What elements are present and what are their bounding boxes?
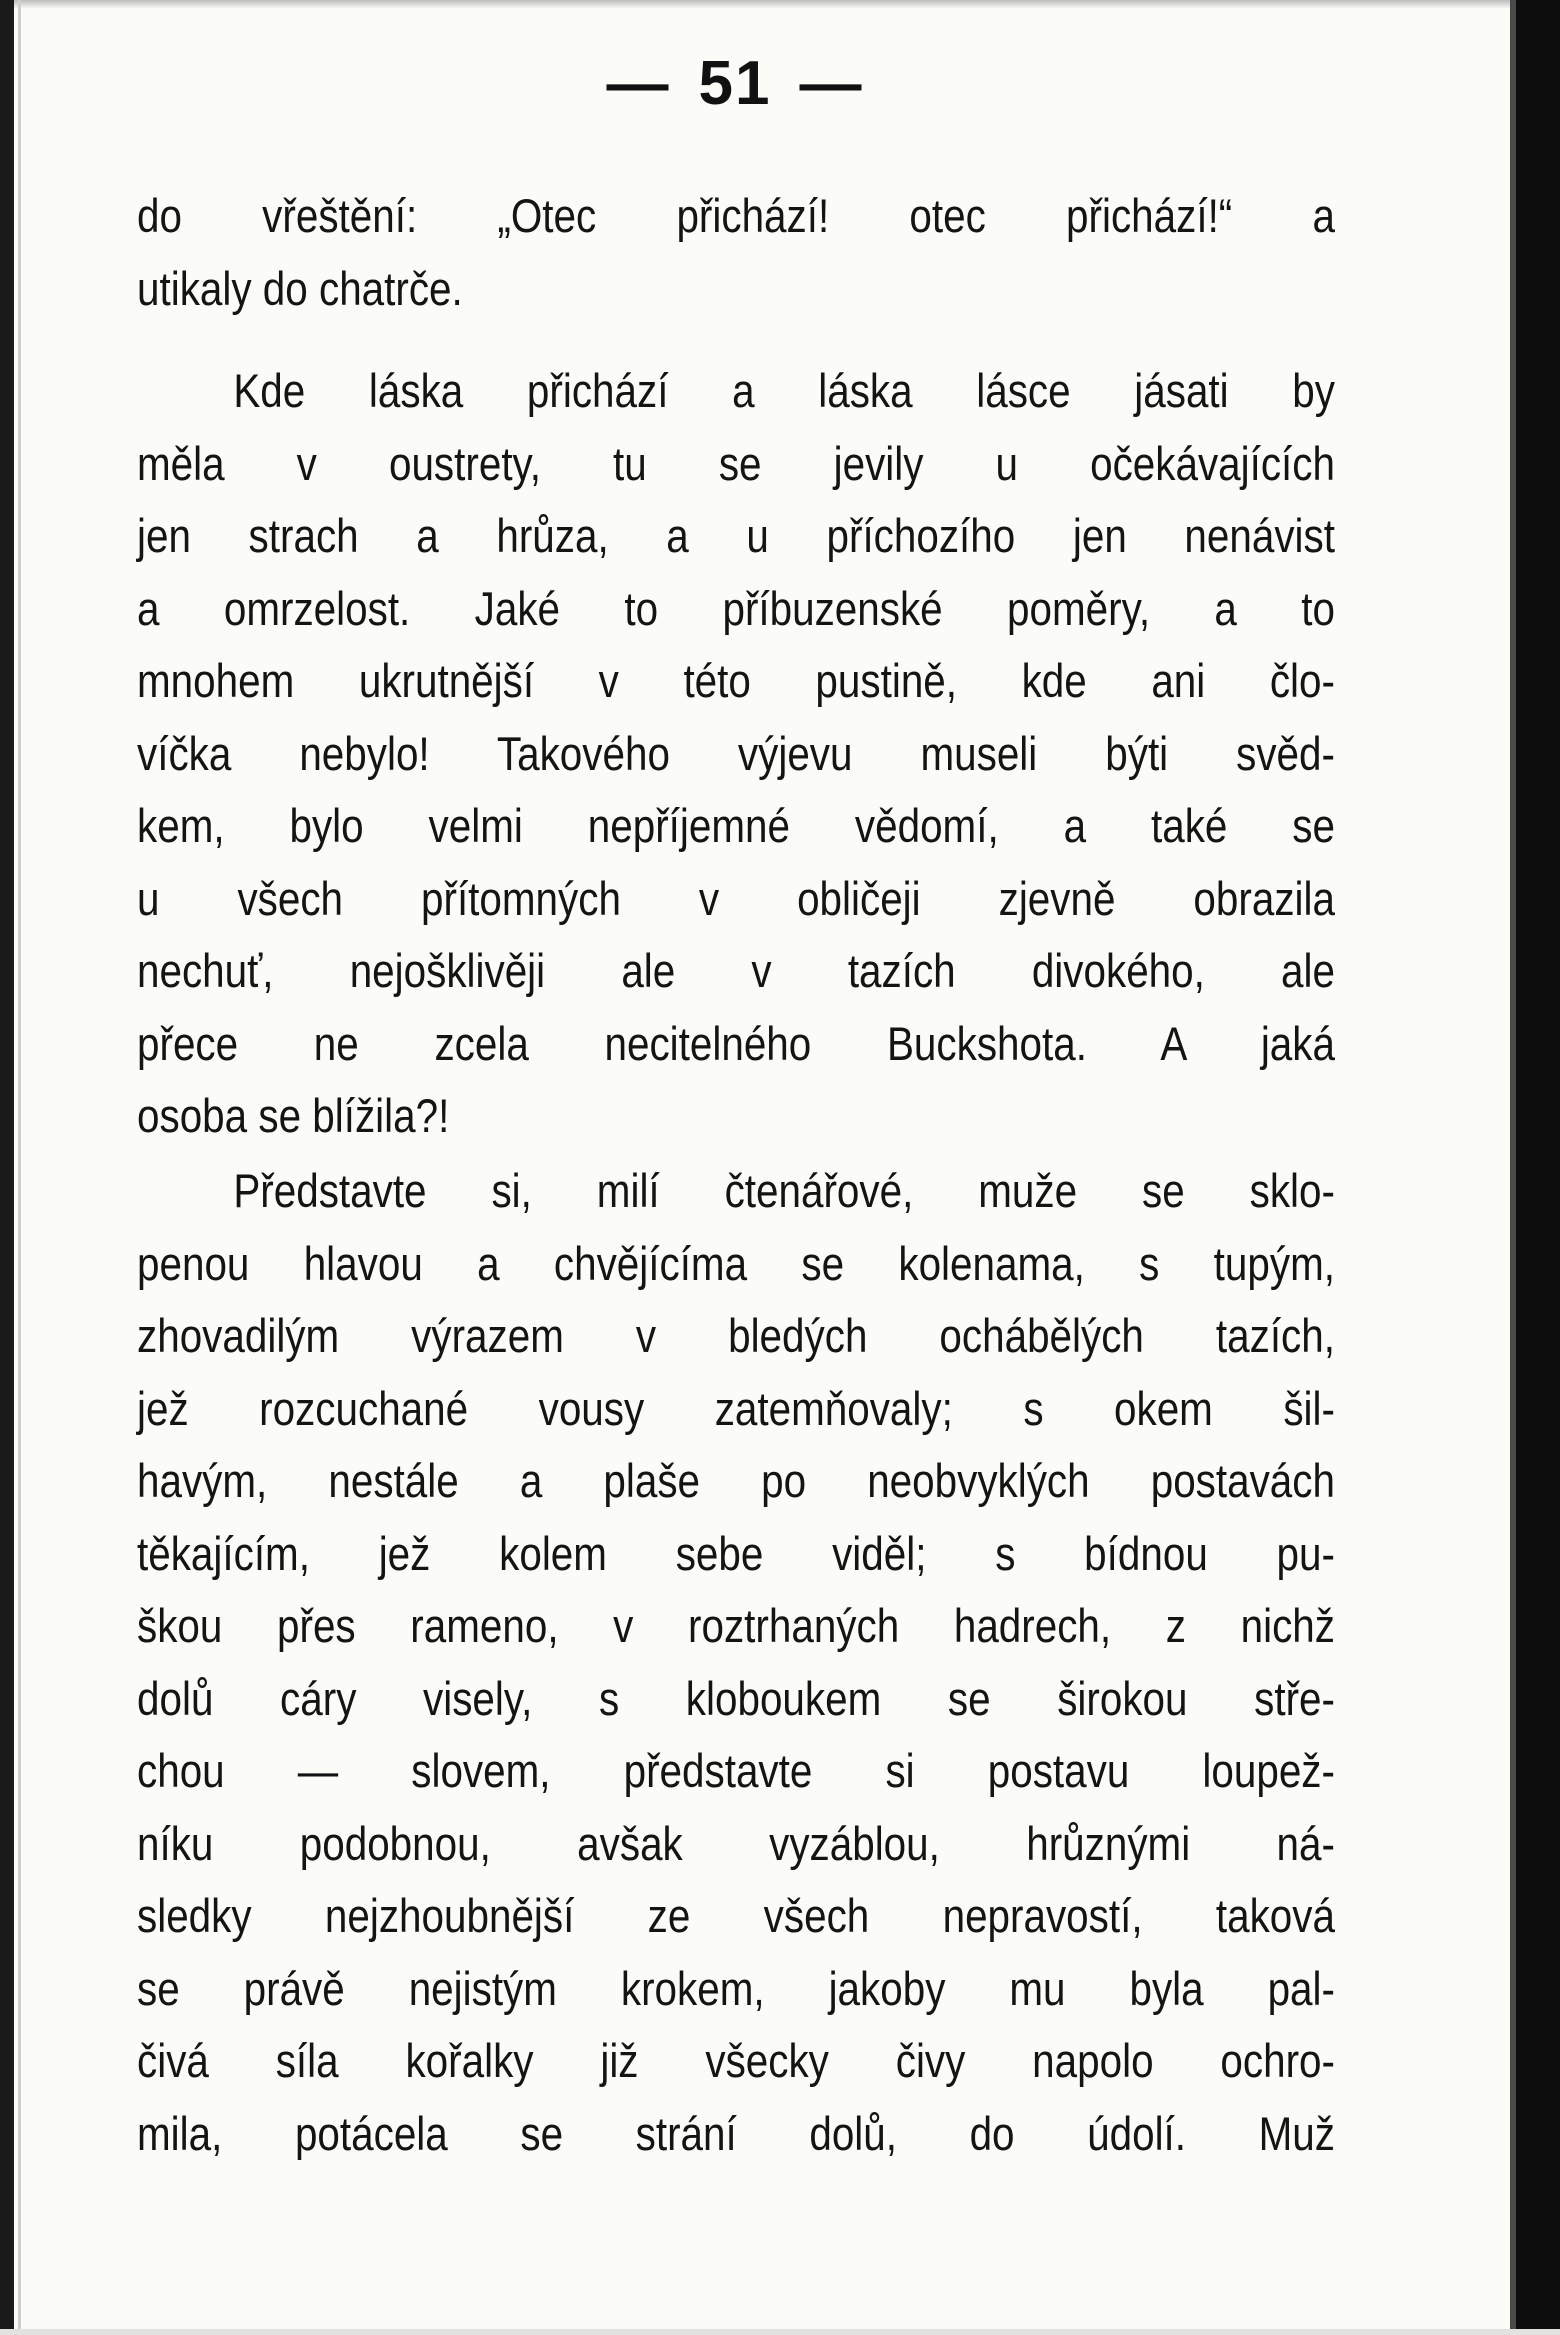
scan-edge-top [0, 0, 1560, 8]
text-line: čivá síla kořalky již všecky čivy napolo ochro- [137, 2034, 1335, 2087]
text-line: a omrzelost. Jaké to příbuzenské poměry, a to [137, 581, 1335, 635]
scan-edge-bottom [0, 2329, 1560, 2335]
paragraph-1 [137, 180, 1335, 325]
header-dash-left: — [606, 49, 671, 118]
text-line: mnohem ukrutnější v této pustině, kde ani člo- [137, 654, 1335, 707]
text-line: zhovadilým výrazem v bledých ochábělých tazích, [137, 1309, 1335, 1362]
text-line: do vřeštění: „Otec přichází! otec přichází!“ a [137, 189, 1335, 242]
header-dash-right: — [799, 49, 864, 118]
text-line: se právě nejistým krokem, jakoby mu byla pal- [137, 1961, 1335, 2015]
text-line: Kde láska přichází a láska lásce jásati by [233, 364, 1335, 417]
text-line: jež rozcuchané vousy zatemňovaly; s okem šil- [137, 1381, 1335, 1435]
text-line: dolů cáry visely, s kloboukem se širokou stře- [137, 1671, 1335, 1725]
text-line: měla v oustrety, tu se jevily u očekávajících [137, 436, 1335, 490]
text-line: těkajícím, jež kolem sebe viděl; s bídnou pu- [137, 1526, 1335, 1580]
text-line: mila, potácela se strání dolů, do údolí. Muž [137, 2106, 1335, 2160]
text-line: víčka nebylo! Takového výjevu museli býti svěd- [137, 726, 1335, 780]
text-line: níku podobnou, avšak vyzáblou, hrůznými ná- [137, 1816, 1335, 1870]
scan-edge-left-line [18, 0, 21, 2335]
text-line: jen strach a hrůza, a u příchozího jen nenávist [137, 509, 1335, 562]
text-line: havým, nestále a plaše po neobvyklých postavách [137, 1454, 1335, 1507]
paragraph-2 [137, 355, 1335, 1153]
text-line: Představte si, milí čtenářové, muže se sklo- [233, 1164, 1335, 1217]
page-header [0, 48, 1470, 119]
text-line: přece ne zcela necitelného Buckshota. A jaká [137, 1016, 1335, 1070]
text-line: sledky nejzhoubnější ze všech nepravostí, taková [137, 1889, 1335, 1942]
text-line: nechuť, nejošklivěji ale v tazích divokého, ale [137, 944, 1335, 997]
text-line: penou hlavou a chvějícíma se kolenama, s tupým, [137, 1236, 1335, 1290]
text-line: utikaly do chatrče. [137, 261, 463, 315]
text-line: u všech přítomných v obličeji zjevně obrazila [137, 871, 1335, 925]
text-line: chou — slovem, představte si postavu loupež- [137, 1744, 1335, 1797]
text-line: škou přes rameno, v roztrhaných hadrech, z nichž [137, 1599, 1335, 1652]
scan-edge-right [1516, 0, 1560, 2335]
page-number: 51 [698, 49, 772, 118]
paragraph-3 [137, 1155, 1335, 2170]
scan-edge-left [0, 0, 14, 2335]
text-line: osoba se blížila?! [137, 1089, 450, 1142]
text-line: kem, bylo velmi nepříjemné vědomí, a také se [137, 799, 1335, 852]
